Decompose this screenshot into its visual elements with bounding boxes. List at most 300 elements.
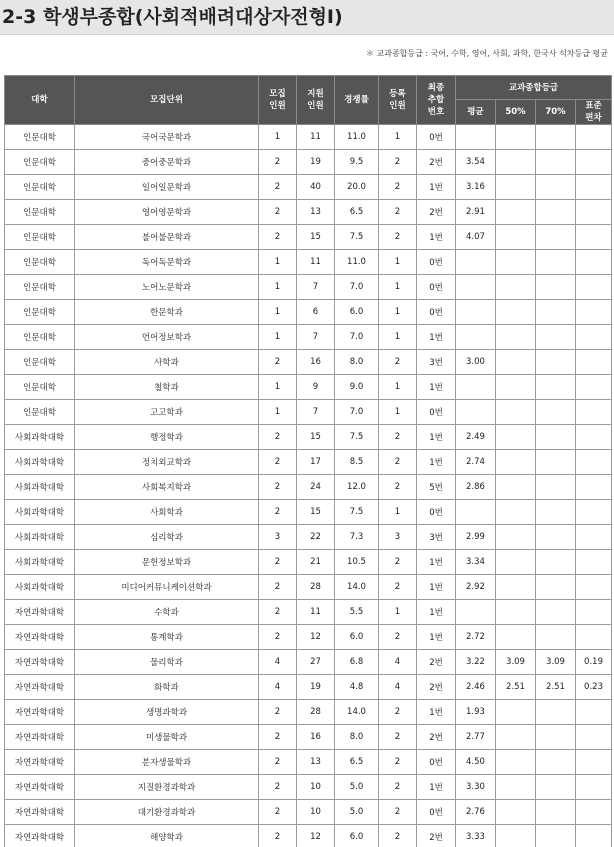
cell-ratio: 10.5 <box>335 550 379 575</box>
table-row <box>5 325 612 350</box>
cell-enrolled: 1 <box>379 400 417 425</box>
cell-p50 <box>496 175 536 200</box>
cell-final-rank: 5번 <box>417 475 456 500</box>
cell-ratio: 14.0 <box>335 575 379 600</box>
cell-enrolled: 2 <box>379 350 417 375</box>
cell-final-rank: 2번 <box>417 150 456 175</box>
cell-college: 사회과학대학 <box>5 425 75 450</box>
grade-note: ＊ 교과종합등급 : 국어, 수학, 영어, 사회, 과학, 한국사 석차등급 평균 <box>365 49 608 58</box>
cell-p50 <box>496 775 536 800</box>
cell-p50 <box>496 525 536 550</box>
cell-ratio: 7.0 <box>335 400 379 425</box>
cell-avg <box>456 375 496 400</box>
cell-avg <box>456 600 496 625</box>
cell-avg: 4.07 <box>456 225 496 250</box>
cell-p70 <box>536 300 576 325</box>
table-row <box>5 425 612 450</box>
cell-unit: 지질환경과학과 <box>75 775 259 800</box>
cell-p50 <box>496 125 536 150</box>
cell-std <box>576 400 612 425</box>
cell-applicants: 16 <box>297 350 335 375</box>
cell-college: 인문대학 <box>5 400 75 425</box>
cell-college: 인문대학 <box>5 225 75 250</box>
cell-avg: 2.92 <box>456 575 496 600</box>
header-unit: 모집단위 <box>75 76 259 125</box>
cell-p70 <box>536 200 576 225</box>
cell-p70 <box>536 600 576 625</box>
cell-p50 <box>496 350 536 375</box>
cell-ratio: 6.0 <box>335 825 379 847</box>
cell-enrolled: 2 <box>379 175 417 200</box>
cell-unit: 일어일문학과 <box>75 175 259 200</box>
cell-avg: 3.22 <box>456 650 496 675</box>
cell-p70 <box>536 275 576 300</box>
cell-enrolled: 4 <box>379 650 417 675</box>
cell-p50 <box>496 475 536 500</box>
cell-avg: 2.86 <box>456 475 496 500</box>
cell-college: 인문대학 <box>5 300 75 325</box>
cell-final-rank: 1번 <box>417 425 456 450</box>
cell-college: 인문대학 <box>5 250 75 275</box>
cell-enrolled: 2 <box>379 225 417 250</box>
cell-ratio: 5.5 <box>335 600 379 625</box>
cell-college: 자연과학대학 <box>5 625 75 650</box>
cell-enrolled: 2 <box>379 475 417 500</box>
cell-avg <box>456 400 496 425</box>
cell-applicants: 28 <box>297 575 335 600</box>
cell-unit: 물리학과 <box>75 650 259 675</box>
cell-std <box>576 425 612 450</box>
cell-enrolled: 2 <box>379 425 417 450</box>
cell-ratio: 7.5 <box>335 225 379 250</box>
table-row <box>5 500 612 525</box>
cell-ratio: 5.0 <box>335 775 379 800</box>
table-row <box>5 375 612 400</box>
cell-college: 자연과학대학 <box>5 675 75 700</box>
cell-std <box>576 250 612 275</box>
cell-quota: 4 <box>259 650 297 675</box>
cell-applicants: 15 <box>297 500 335 525</box>
cell-p70 <box>536 400 576 425</box>
cell-avg: 3.16 <box>456 175 496 200</box>
cell-unit: 문헌정보학과 <box>75 550 259 575</box>
cell-final-rank: 0번 <box>417 250 456 275</box>
cell-quota: 2 <box>259 450 297 475</box>
cell-college: 사회과학대학 <box>5 525 75 550</box>
cell-p50 <box>496 625 536 650</box>
cell-std <box>576 275 612 300</box>
cell-ratio: 6.5 <box>335 750 379 775</box>
cell-college: 인문대학 <box>5 350 75 375</box>
cell-std <box>576 775 612 800</box>
cell-unit: 철학과 <box>75 375 259 400</box>
cell-p70 <box>536 350 576 375</box>
cell-final-rank: 0번 <box>417 300 456 325</box>
cell-ratio: 6.5 <box>335 200 379 225</box>
cell-p70 <box>536 500 576 525</box>
cell-avg: 3.54 <box>456 150 496 175</box>
cell-ratio: 5.0 <box>335 800 379 825</box>
cell-final-rank: 1번 <box>417 575 456 600</box>
cell-applicants: 21 <box>297 550 335 575</box>
cell-avg <box>456 275 496 300</box>
cell-quota: 2 <box>259 500 297 525</box>
admission-results-table <box>4 75 612 847</box>
table-row <box>5 675 612 700</box>
cell-avg: 2.76 <box>456 800 496 825</box>
cell-p50 <box>496 500 536 525</box>
cell-avg <box>456 300 496 325</box>
cell-p50: 3.09 <box>496 650 536 675</box>
header-quota: 모집 인원 <box>259 76 297 125</box>
cell-applicants: 24 <box>297 475 335 500</box>
cell-quota: 2 <box>259 725 297 750</box>
cell-unit: 분자생물학과 <box>75 750 259 775</box>
cell-ratio: 4.8 <box>335 675 379 700</box>
cell-avg: 2.74 <box>456 450 496 475</box>
cell-quota: 1 <box>259 300 297 325</box>
cell-std <box>576 175 612 200</box>
page-title: 2-3 학생부종합(사회적배려대상자전형Ⅰ) <box>2 6 343 28</box>
cell-std <box>576 375 612 400</box>
cell-college: 자연과학대학 <box>5 725 75 750</box>
cell-enrolled: 3 <box>379 525 417 550</box>
cell-enrolled: 2 <box>379 775 417 800</box>
cell-ratio: 7.0 <box>335 325 379 350</box>
cell-college: 사회과학대학 <box>5 475 75 500</box>
cell-quota: 2 <box>259 200 297 225</box>
cell-p70 <box>536 475 576 500</box>
cell-applicants: 7 <box>297 275 335 300</box>
cell-enrolled: 1 <box>379 300 417 325</box>
cell-college: 자연과학대학 <box>5 650 75 675</box>
table-row <box>5 550 612 575</box>
cell-enrolled: 2 <box>379 625 417 650</box>
cell-p70 <box>536 375 576 400</box>
cell-enrolled: 2 <box>379 200 417 225</box>
cell-quota: 2 <box>259 550 297 575</box>
cell-p50 <box>496 575 536 600</box>
cell-enrolled: 1 <box>379 600 417 625</box>
cell-unit: 사회복지학과 <box>75 475 259 500</box>
cell-enrolled: 2 <box>379 700 417 725</box>
cell-enrolled: 2 <box>379 800 417 825</box>
cell-p70 <box>536 125 576 150</box>
cell-ratio: 12.0 <box>335 475 379 500</box>
cell-applicants: 12 <box>297 825 335 847</box>
table-row <box>5 750 612 775</box>
table-row <box>5 125 612 150</box>
table-row <box>5 575 612 600</box>
cell-applicants: 10 <box>297 775 335 800</box>
cell-quota: 2 <box>259 475 297 500</box>
cell-enrolled: 2 <box>379 825 417 847</box>
cell-unit: 불어불문학과 <box>75 225 259 250</box>
cell-quota: 1 <box>259 325 297 350</box>
cell-unit: 행정학과 <box>75 425 259 450</box>
cell-p50 <box>496 750 536 775</box>
cell-std <box>576 550 612 575</box>
cell-ratio: 7.0 <box>335 275 379 300</box>
cell-std <box>576 600 612 625</box>
cell-std <box>576 750 612 775</box>
cell-p50 <box>496 200 536 225</box>
header-p50: 50% <box>496 100 536 125</box>
cell-p50 <box>496 250 536 275</box>
cell-avg <box>456 500 496 525</box>
cell-enrolled: 2 <box>379 550 417 575</box>
cell-p50: 2.51 <box>496 675 536 700</box>
cell-ratio: 9.5 <box>335 150 379 175</box>
cell-college: 인문대학 <box>5 200 75 225</box>
cell-final-rank: 1번 <box>417 375 456 400</box>
cell-unit: 정치외교학과 <box>75 450 259 475</box>
table-row <box>5 175 612 200</box>
cell-p50 <box>496 375 536 400</box>
cell-p70 <box>536 250 576 275</box>
cell-ratio: 20.0 <box>335 175 379 200</box>
cell-std <box>576 825 612 847</box>
cell-college: 인문대학 <box>5 375 75 400</box>
table-row <box>5 275 612 300</box>
cell-std <box>576 625 612 650</box>
cell-applicants: 13 <box>297 200 335 225</box>
cell-avg: 3.00 <box>456 350 496 375</box>
cell-applicants: 15 <box>297 425 335 450</box>
cell-applicants: 11 <box>297 600 335 625</box>
cell-avg: 2.49 <box>456 425 496 450</box>
cell-final-rank: 0번 <box>417 800 456 825</box>
cell-applicants: 15 <box>297 225 335 250</box>
cell-std <box>576 800 612 825</box>
cell-applicants: 7 <box>297 400 335 425</box>
cell-quota: 1 <box>259 375 297 400</box>
cell-quota: 1 <box>259 275 297 300</box>
cell-avg <box>456 250 496 275</box>
cell-avg <box>456 125 496 150</box>
cell-quota: 2 <box>259 175 297 200</box>
cell-quota: 3 <box>259 525 297 550</box>
cell-ratio: 11.0 <box>335 125 379 150</box>
table-row <box>5 600 612 625</box>
table-row <box>5 250 612 275</box>
cell-quota: 1 <box>259 400 297 425</box>
cell-std <box>576 525 612 550</box>
cell-final-rank: 1번 <box>417 550 456 575</box>
cell-quota: 2 <box>259 700 297 725</box>
cell-p70: 2.51 <box>536 675 576 700</box>
cell-unit: 대기환경과학과 <box>75 800 259 825</box>
cell-p70 <box>536 150 576 175</box>
cell-p70 <box>536 625 576 650</box>
cell-enrolled: 1 <box>379 375 417 400</box>
cell-std <box>576 150 612 175</box>
cell-p70 <box>536 725 576 750</box>
cell-applicants: 17 <box>297 450 335 475</box>
cell-final-rank: 0번 <box>417 125 456 150</box>
cell-quota: 2 <box>259 575 297 600</box>
cell-quota: 1 <box>259 125 297 150</box>
cell-final-rank: 2번 <box>417 825 456 847</box>
cell-ratio: 14.0 <box>335 700 379 725</box>
cell-enrolled: 2 <box>379 150 417 175</box>
table-row <box>5 775 612 800</box>
cell-p50 <box>496 275 536 300</box>
cell-ratio: 7.5 <box>335 425 379 450</box>
cell-std: 0.19 <box>576 650 612 675</box>
cell-applicants: 11 <box>297 250 335 275</box>
cell-unit: 화학과 <box>75 675 259 700</box>
cell-std <box>576 125 612 150</box>
cell-avg: 3.30 <box>456 775 496 800</box>
cell-p70 <box>536 800 576 825</box>
cell-final-rank: 0번 <box>417 750 456 775</box>
cell-ratio: 7.5 <box>335 500 379 525</box>
header-p70: 70% <box>536 100 576 125</box>
header-applicants: 지원 인원 <box>297 76 335 125</box>
cell-college: 자연과학대학 <box>5 600 75 625</box>
cell-quota: 2 <box>259 800 297 825</box>
cell-quota: 2 <box>259 825 297 847</box>
cell-ratio: 6.8 <box>335 650 379 675</box>
cell-avg: 2.77 <box>456 725 496 750</box>
table-row <box>5 525 612 550</box>
cell-college: 인문대학 <box>5 125 75 150</box>
cell-p50 <box>496 400 536 425</box>
cell-p70 <box>536 425 576 450</box>
cell-ratio: 11.0 <box>335 250 379 275</box>
cell-college: 사회과학대학 <box>5 575 75 600</box>
cell-std <box>576 725 612 750</box>
cell-applicants: 10 <box>297 800 335 825</box>
cell-std <box>576 300 612 325</box>
cell-applicants: 19 <box>297 150 335 175</box>
cell-college: 인문대학 <box>5 150 75 175</box>
cell-p50 <box>496 600 536 625</box>
cell-unit: 독어독문학과 <box>75 250 259 275</box>
cell-final-rank: 2번 <box>417 650 456 675</box>
cell-quota: 1 <box>259 250 297 275</box>
table-row <box>5 225 612 250</box>
cell-p70 <box>536 450 576 475</box>
cell-ratio: 7.3 <box>335 525 379 550</box>
cell-unit: 해양학과 <box>75 825 259 847</box>
cell-std <box>576 575 612 600</box>
cell-quota: 2 <box>259 350 297 375</box>
cell-quota: 2 <box>259 225 297 250</box>
cell-applicants: 19 <box>297 675 335 700</box>
cell-quota: 2 <box>259 150 297 175</box>
table-row <box>5 150 612 175</box>
cell-std <box>576 225 612 250</box>
cell-enrolled: 2 <box>379 725 417 750</box>
cell-avg: 1.93 <box>456 700 496 725</box>
cell-unit: 사학과 <box>75 350 259 375</box>
cell-final-rank: 1번 <box>417 175 456 200</box>
cell-p70 <box>536 325 576 350</box>
cell-final-rank: 0번 <box>417 500 456 525</box>
cell-avg: 3.34 <box>456 550 496 575</box>
cell-unit: 미생물학과 <box>75 725 259 750</box>
table-row <box>5 450 612 475</box>
cell-p50 <box>496 450 536 475</box>
cell-enrolled: 1 <box>379 325 417 350</box>
cell-applicants: 13 <box>297 750 335 775</box>
cell-applicants: 28 <box>297 700 335 725</box>
cell-p70 <box>536 825 576 847</box>
cell-ratio: 6.0 <box>335 625 379 650</box>
cell-p50 <box>496 825 536 847</box>
cell-final-rank: 1번 <box>417 775 456 800</box>
cell-final-rank: 0번 <box>417 275 456 300</box>
cell-applicants: 7 <box>297 325 335 350</box>
cell-p50 <box>496 700 536 725</box>
cell-applicants: 27 <box>297 650 335 675</box>
cell-college: 인문대학 <box>5 175 75 200</box>
cell-final-rank: 0번 <box>417 400 456 425</box>
cell-final-rank: 3번 <box>417 350 456 375</box>
cell-final-rank: 2번 <box>417 725 456 750</box>
cell-p70 <box>536 225 576 250</box>
cell-quota: 2 <box>259 775 297 800</box>
cell-applicants: 6 <box>297 300 335 325</box>
cell-enrolled: 1 <box>379 500 417 525</box>
cell-std <box>576 475 612 500</box>
cell-p50 <box>496 300 536 325</box>
cell-unit: 영어영문학과 <box>75 200 259 225</box>
table-row <box>5 650 612 675</box>
cell-college: 사회과학대학 <box>5 500 75 525</box>
cell-unit: 한문학과 <box>75 300 259 325</box>
header-std: 표준 편차 <box>576 100 612 125</box>
cell-enrolled: 1 <box>379 125 417 150</box>
cell-college: 자연과학대학 <box>5 700 75 725</box>
cell-p70 <box>536 575 576 600</box>
cell-std <box>576 325 612 350</box>
cell-p70 <box>536 775 576 800</box>
table-row <box>5 200 612 225</box>
cell-unit: 고고학과 <box>75 400 259 425</box>
cell-std <box>576 450 612 475</box>
cell-enrolled: 4 <box>379 675 417 700</box>
cell-college: 인문대학 <box>5 275 75 300</box>
cell-final-rank: 3번 <box>417 525 456 550</box>
cell-final-rank: 1번 <box>417 325 456 350</box>
cell-avg: 3.33 <box>456 825 496 847</box>
cell-quota: 2 <box>259 750 297 775</box>
cell-applicants: 22 <box>297 525 335 550</box>
cell-applicants: 12 <box>297 625 335 650</box>
table-row <box>5 725 612 750</box>
cell-p70 <box>536 175 576 200</box>
cell-college: 자연과학대학 <box>5 750 75 775</box>
cell-unit: 노어노문학과 <box>75 275 259 300</box>
cell-p50 <box>496 800 536 825</box>
cell-applicants: 16 <box>297 725 335 750</box>
cell-avg: 4.50 <box>456 750 496 775</box>
cell-enrolled: 1 <box>379 275 417 300</box>
cell-quota: 2 <box>259 425 297 450</box>
table-row <box>5 800 612 825</box>
cell-college: 사회과학대학 <box>5 450 75 475</box>
cell-p70 <box>536 550 576 575</box>
header-ratio: 경쟁률 <box>335 76 379 125</box>
cell-avg: 2.46 <box>456 675 496 700</box>
cell-unit: 언어정보학과 <box>75 325 259 350</box>
cell-p70 <box>536 525 576 550</box>
cell-ratio: 8.5 <box>335 450 379 475</box>
cell-std <box>576 700 612 725</box>
